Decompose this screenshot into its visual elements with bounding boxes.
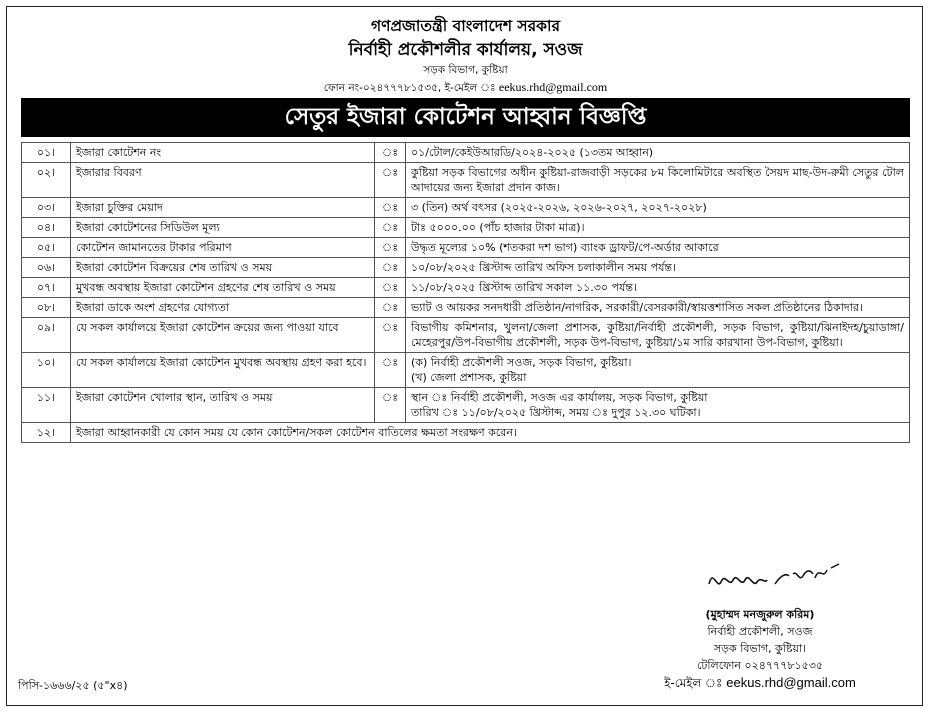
contact-phone: ফোন নং-০২৪৭৭৭৮১৫৩৫, ই-মেইল ঃ <box>323 82 496 94</box>
row-value <box>406 318 910 353</box>
final-row-text: ইজারা আহ্বানকারী যে কোন সময় যে কোন কোটেশন/সকল কোটেশন বাতিলের ক্ষমতা সংরক্ষণ করেন। <box>71 423 910 443</box>
notice-banner-title: সেতুর ইজারা কোটেশন আহ্বান বিজ্ঞপ্তি <box>21 98 910 137</box>
row-value-line: তারিখ ঃ ১১/০৮/২০২৫ খ্রিস্টাব্দ, সময় ঃ দুপুর ১২.৩০ ঘটিকা। <box>411 406 701 419</box>
row-label: ইজারা ডাকে অংশ গ্রহণের যোগ্যতা <box>71 298 375 318</box>
row-number: ০৬। <box>22 258 71 278</box>
row-number: ০৩। <box>22 198 71 218</box>
row-value-line: টাঃ ৫০০০.০০ (পাঁচ হাজার টাকা মাত্র)। <box>411 221 585 234</box>
table-row <box>22 198 910 218</box>
row-number: ১১। <box>22 388 71 423</box>
row-value <box>406 163 910 198</box>
row-number: ০৮। <box>22 298 71 318</box>
row-number: ০৭। <box>22 278 71 298</box>
table-row <box>22 388 910 423</box>
row-label: ইজারা কোটেশন খোলার স্থান, তারিখ ও সময় <box>71 388 375 423</box>
notice-table-body <box>22 143 910 443</box>
row-value <box>406 218 910 238</box>
row-value-line: ০১/টোল/কেইউআরডি/২০২৪-২০২৫ (১৩তম আহ্বান) <box>411 146 654 159</box>
signatory-email-line <box>660 675 860 695</box>
row-value-line: উদ্ধৃত মূল্যের ১০% (শতকরা দশ ভাগ) ব্যাংক ড্রাফট/পে-অর্ডার আকারে <box>411 241 719 254</box>
row-label: যে সকল কার্যালয়ে ইজারা কোটেশন মুখবন্ধ অবস্থায় গ্রহণ করা হবে। <box>71 353 375 388</box>
row-label: ইজারার বিবরণ <box>71 163 375 198</box>
row-value-line: ভ্যাট ও আয়কর সনদধারী প্রতিষ্ঠান/নাগরিক, সরকারী/বেসরকারী/স্বায়ত্তশাসিত সকল প্রতিষ্ঠানের ঠিকাদার। <box>411 301 863 314</box>
signatory-email-label: ই-মেইল ঃ <box>664 676 723 690</box>
row-value-line: কুষ্টিয়া সড়ক বিভাগের অধীন কুষ্টিয়া-রাজবাড়ী সড়কের ৮ম কিলোমিটারে অবস্থিত সৈয়দ মাছ-উদ-রুমী সেতুর টোল আদায়ের জন্য ইজারা প্রদান কাজ। <box>411 166 904 194</box>
row-colon: ঃ <box>375 238 406 258</box>
row-label: মুখবন্ধ অবস্থায় ইজারা কোটেশন গ্রহণের শেষ তারিখ ও সময় <box>71 278 375 298</box>
table-row <box>22 353 910 388</box>
table-row <box>22 298 910 318</box>
row-colon: ঃ <box>375 318 406 353</box>
row-value-line: বিভাগীয় কমিশনার, খুলনা/জেলা প্রশাসক, কুষ্টিয়া/নির্বাহী প্রকৌশলী, সড়ক বিভাগ, কুষ্টিয়া/ঝিনাইদহ/চুয়াডাঙ্গা/মেহেরপুর/উপ-বিভাগীয় প্রকৌশলী, সড়ক উপ-বিভাগ, কুষ্টিয়া/১ম সারি কারখানা উপ-বিভাগ, কুষ্টিয়া। <box>411 321 904 349</box>
table-row <box>22 218 910 238</box>
signature-mark <box>705 558 845 598</box>
table-row <box>22 238 910 258</box>
row-number: ১২। <box>22 423 71 443</box>
table-row <box>22 163 910 198</box>
row-number: ০৫। <box>22 238 71 258</box>
row-colon: ঃ <box>375 198 406 218</box>
row-label: ইজারা চুক্তির মেয়াদ <box>71 198 375 218</box>
notice-table <box>21 142 910 443</box>
row-value-line: ১০/০৮/২০২৫ খ্রিস্টাব্দ তারিখ অফিস চলাকালীন সময় পর্যন্ত। <box>411 261 676 274</box>
table-row <box>22 258 910 278</box>
row-colon: ঃ <box>375 278 406 298</box>
row-label: ইজারা কোটেশনের সিডিউল মূল্য <box>71 218 375 238</box>
table-row <box>22 143 910 163</box>
row-colon: ঃ <box>375 218 406 238</box>
govt-title: গণপ্রজাতন্ত্রী বাংলাদেশ সরকার <box>370 17 561 35</box>
signatory-division: সড়ক বিভাগ, কুষ্টিয়া। <box>713 642 807 655</box>
row-value <box>406 198 910 218</box>
row-colon: ঃ <box>375 143 406 163</box>
row-value-line: (খ) জেলা প্রশাসক, কুষ্টিয়া <box>411 371 527 384</box>
signatory-phone: টেলিফোন ০২৪৭৭৭৮১৫৩৫ <box>696 659 824 672</box>
row-number: ০৯। <box>22 318 71 353</box>
row-value-line: (ক) নির্বাহী প্রকৌশলী সওজ, সড়ক বিভাগ, কুষ্টিয়া। <box>411 356 632 369</box>
row-label: ইজারা কোটেশন নং <box>71 143 375 163</box>
contact-email: eekus.rhd@gmail.com <box>498 80 608 94</box>
row-colon: ঃ <box>375 298 406 318</box>
row-label: কোটেশন জামানতের টাকার পরিমাণ <box>71 238 375 258</box>
row-colon: ঃ <box>375 258 406 278</box>
row-label: যে সকল কার্যালয়ে ইজারা কোটেশন ক্রয়ের জন্য পাওয়া যাবে <box>71 318 375 353</box>
row-number: ১০। <box>22 353 71 388</box>
row-value <box>406 258 910 278</box>
table-row <box>22 278 910 298</box>
signatory-title: নির্বাহী প্রকৌশলী, সওজ <box>707 625 813 638</box>
row-number: ০৪। <box>22 218 71 238</box>
row-value <box>406 143 910 163</box>
signatory-name: (মুহাম্মদ মনজুরুল করিম) <box>705 608 815 621</box>
footer-code: পিসি-১৬৬৬/২৫ (৫"x৪) <box>18 679 128 692</box>
row-value-line: ৩ (তিন) অর্থ বৎসর (২০২৫-২০২৬, ২০২৬-২০২৭, ২০২৭-২০২৮) <box>411 201 707 214</box>
table-row-final <box>22 423 910 443</box>
office-title: নির্বাহী প্রকৌশলীর কার্যালয়, সওজ <box>348 40 583 60</box>
signatory-email: eekus.rhd@gmail.com <box>726 675 856 690</box>
row-value <box>406 353 910 388</box>
table-row <box>22 318 910 353</box>
division-line: সড়ক বিভাগ, কুষ্টিয়া <box>423 64 508 76</box>
row-value-line: স্থান ঃ নির্বাহী প্রকৌশলী, সওজ এর কার্যালয়, সড়ক বিভাগ, কুষ্টিয়া <box>411 391 708 404</box>
row-number: ০১। <box>22 143 71 163</box>
row-value <box>406 388 910 423</box>
row-number: ০২। <box>22 163 71 198</box>
contact-line <box>0 80 931 98</box>
row-value-line: ১১/০৮/২০২৫ খ্রিস্টাব্দ তারিখ সকাল ১১.৩০ পর্যন্ত। <box>411 281 637 294</box>
row-colon: ঃ <box>375 388 406 423</box>
row-colon: ঃ <box>375 353 406 388</box>
row-value <box>406 278 910 298</box>
row-value <box>406 298 910 318</box>
row-colon: ঃ <box>375 163 406 198</box>
row-value <box>406 238 910 258</box>
row-label: ইজারা কোটেশন বিক্রয়ের শেষ তারিখ ও সময় <box>71 258 375 278</box>
